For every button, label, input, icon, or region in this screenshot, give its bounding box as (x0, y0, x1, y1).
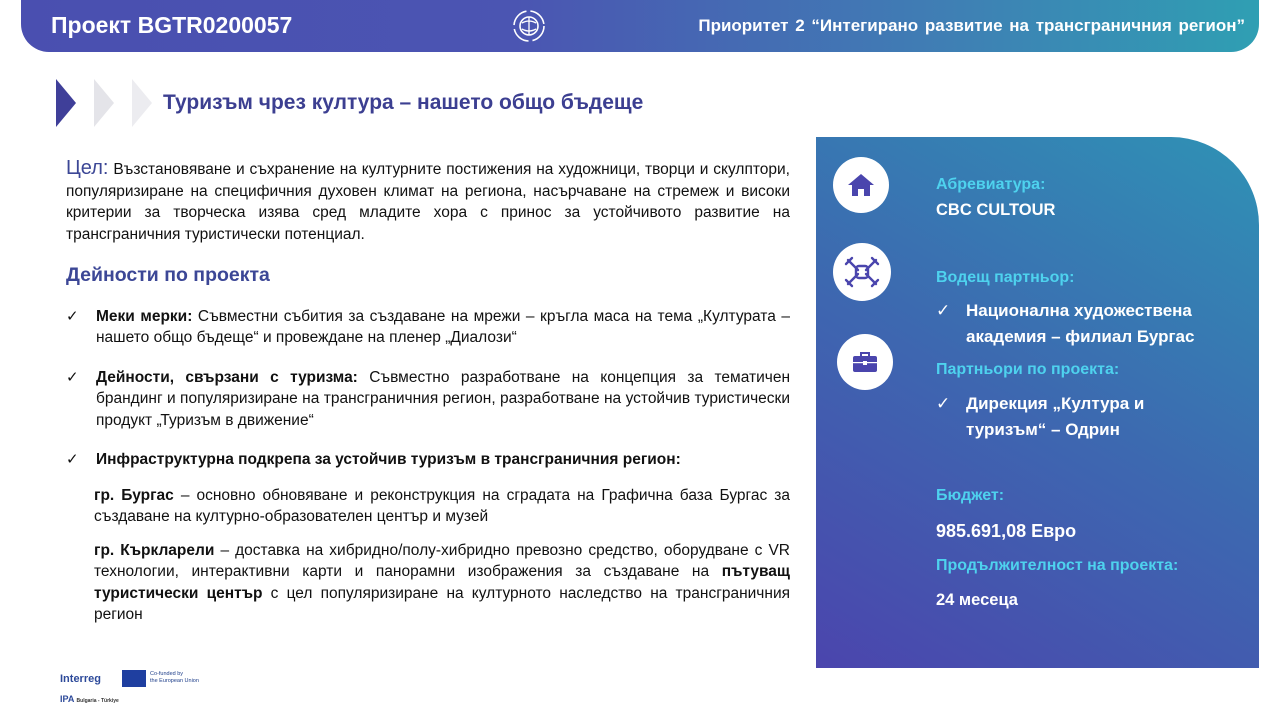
activities-title: Дейности по проекта (66, 264, 270, 286)
list-item (66, 367, 790, 432)
lead-partner-value: Национална художествена академия – филиал Бургас (966, 301, 1195, 346)
cofunded-line2: the European Union (150, 678, 199, 684)
list-item (66, 449, 790, 471)
hands-circle (833, 243, 891, 301)
ipa-text: IPA (60, 694, 75, 704)
budget-label: Бюджет: (936, 487, 1005, 504)
globe-logo-icon (511, 8, 547, 44)
lead-partner-label: Водещ партньор: (936, 269, 1075, 286)
footer-logos (60, 670, 210, 710)
activity-bold: Инфраструктурна подкрепа за устойчив туризъм в трансграничния регион: (96, 451, 681, 468)
activity-text: Съвместно разработване на концепция за тематичен брандинг и популяризиране на трансграничния регион, разработване на устойчив туристически продукт „Туризъм в движение“ (96, 368, 791, 429)
budget-value: 985.691,08 Евро (936, 521, 1077, 541)
kirklareli-item (94, 540, 790, 626)
checkmark-icon: ✓ (936, 394, 951, 413)
cofunded-line1: Co-funded by (150, 671, 184, 677)
duration-label: Продължителност на проекта: (936, 557, 1179, 574)
list-item (66, 306, 790, 349)
ipa-region: Bulgaria - Türkiye (76, 698, 119, 704)
home-circle (833, 157, 889, 213)
partners-item (936, 391, 1196, 443)
ipa-logo (60, 694, 119, 704)
slide-subtitle: Туризъм чрез култура – нашето общо бъдеще (163, 91, 644, 114)
abbreviation-label: Абревиатура: (936, 176, 1046, 193)
partners-value: Дирекция „Култура и туризъм“ – Одрин (966, 394, 1145, 439)
goal-text: Възстановяване и съхранение на културните постижения на художници, творци и скулптори, популяризиране на специфичния духовен климат на региона, насърчаване на стремеж и високи критерии за творческа изява сред младите хора с принос за устойчивото развитие на трансграничния туристически потенциал. (66, 161, 790, 243)
kirklareli-bold: гр. Къркларели (94, 541, 215, 559)
kirklareli-text2: с цел популяризиране на културното наследство на трансграничния регион (94, 584, 790, 623)
home-icon (845, 169, 877, 201)
briefcase-icon (849, 346, 881, 378)
kirklareli-text: – доставка на хибридно/полу-хибридно превозно средство, оборудване с VR технологии, интерактивни карти и панорамни изображения за създаване на (94, 541, 790, 580)
info-panel (816, 137, 1259, 668)
goal-label: Цел: (66, 157, 109, 179)
burgas-bold: гр. Бургас (94, 486, 174, 504)
eu-flag-icon (122, 670, 146, 687)
project-code: Проект BGTR0200057 (51, 12, 293, 38)
cofunded-text (150, 671, 199, 685)
kirklareli-bold2: пътуващ туристически център (94, 563, 790, 602)
chevron-decoration-icon (56, 79, 156, 127)
activity-text: Съвместни събития за създаване на мрежи – кръгла маса на тема „Културата – нашето общо бъдеще“ и провеждане на пленер „Диалози“ (96, 307, 790, 346)
duration-value: 24 месеца (936, 591, 1018, 609)
priority-text: Приоритет 2 “Интегирано развитие на трансграничния регион” (698, 16, 1245, 35)
activity-bold: Дейности, свързани с туризма: (96, 368, 358, 386)
hands-icon (842, 252, 882, 292)
checkmark-icon: ✓ (66, 368, 79, 386)
briefcase-circle (837, 334, 893, 390)
checkmark-icon: ✓ (66, 451, 79, 468)
checkmark-icon: ✓ (66, 307, 79, 325)
partners-label: Партньори по проекта: (936, 361, 1120, 378)
interreg-logo: Interreg (60, 673, 101, 685)
abbreviation-value: CBC CULTOUR (936, 201, 1056, 219)
header-bar (21, 0, 1259, 52)
checkmark-icon: ✓ (936, 301, 951, 320)
burgas-item (94, 485, 790, 528)
goal-paragraph (66, 158, 790, 245)
activities-list (66, 306, 790, 471)
activity-bold: Меки мерки: (96, 307, 193, 325)
burgas-text: – основно обновяване и реконструкция на сградата на Графична база Бургас за създаване на културно-образователен център и музей (94, 486, 790, 525)
lead-partner-item (936, 298, 1226, 350)
left-column (66, 158, 790, 638)
